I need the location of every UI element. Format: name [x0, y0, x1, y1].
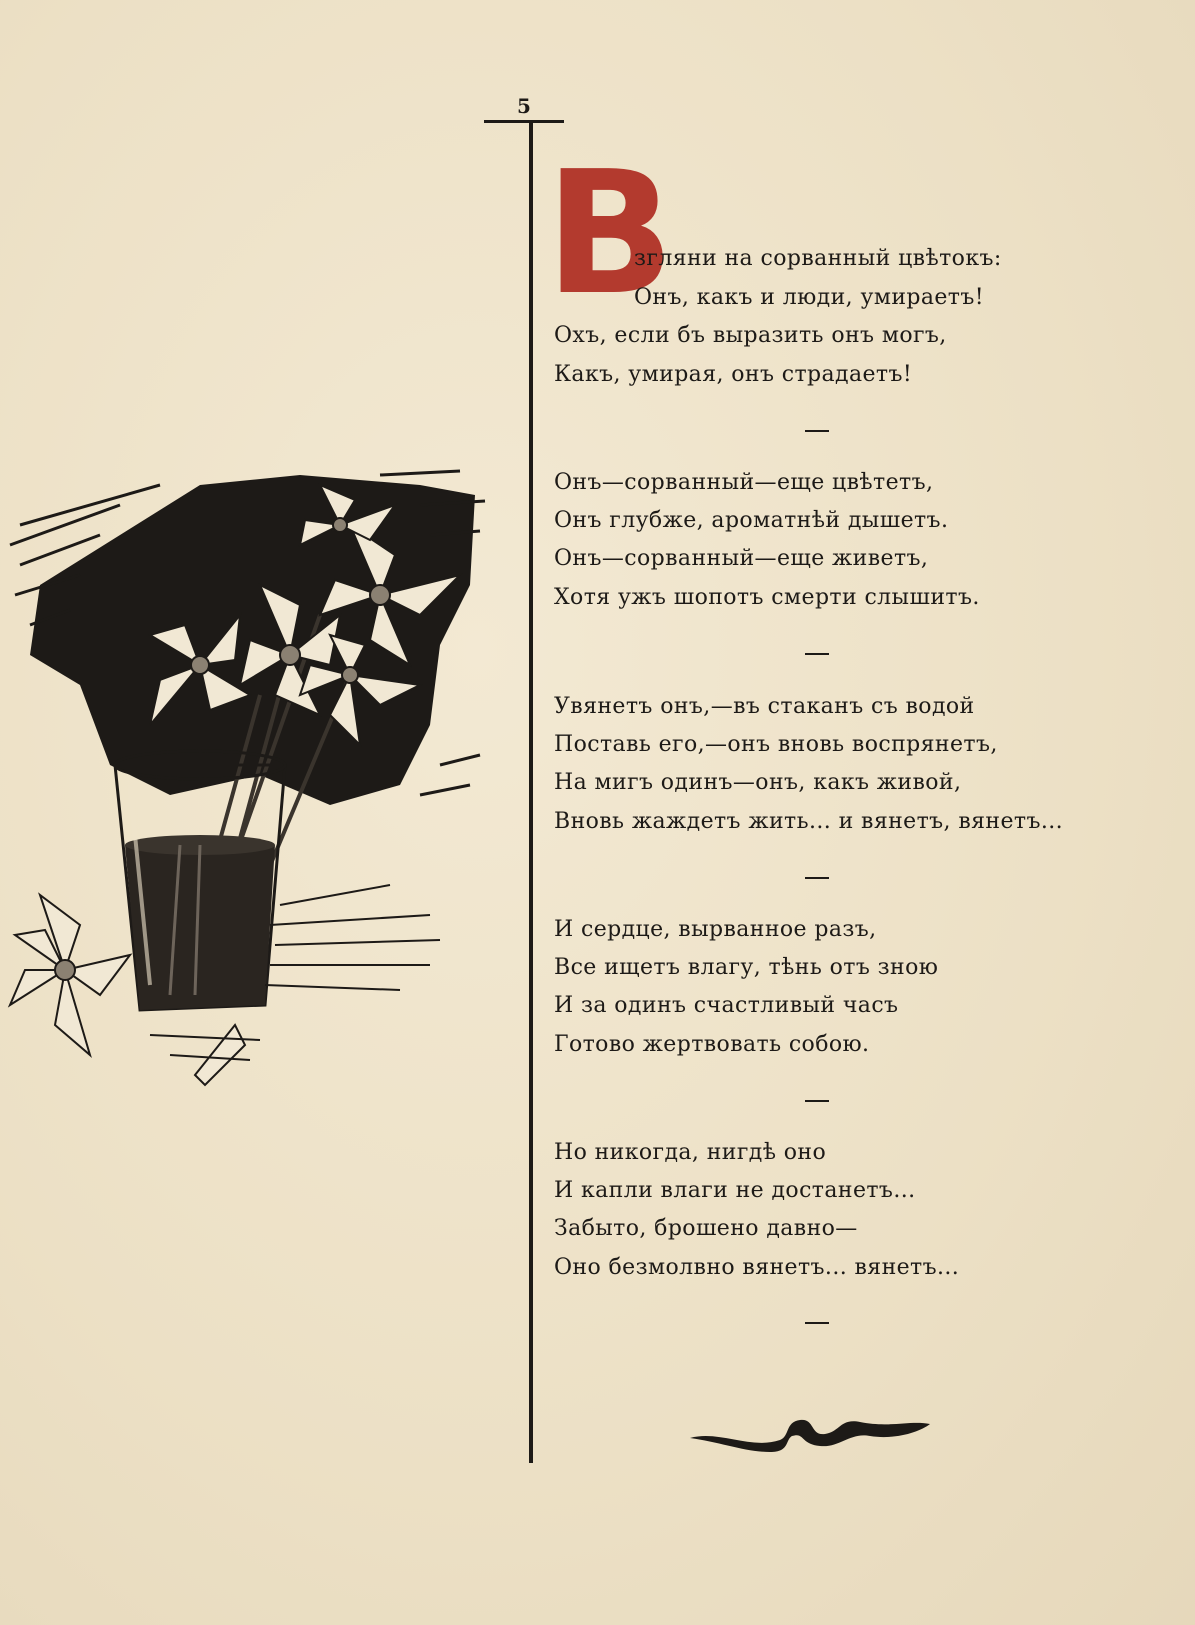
stanza-divider [805, 1100, 829, 1102]
poem-line: На мигъ одинъ—онъ, какъ живой, [554, 770, 962, 795]
poem-line: Оно безмолвно вянетъ... вянетъ... [554, 1255, 960, 1280]
poem-line: И сердце, вырванное разъ, [554, 917, 877, 942]
stanza-divider [805, 1322, 829, 1324]
flowers-in-glass-illustration [0, 465, 500, 1125]
poem-line: И за одинъ счастливый часъ [554, 993, 899, 1018]
poem-line: И капли влаги не достанетъ... [554, 1178, 916, 1203]
stanza-divider [805, 653, 829, 655]
poem-line: Онъ, какъ и люди, умираетъ! [634, 285, 985, 310]
fallen-petal [195, 1025, 245, 1085]
poem-line: Но никогда, нигдѣ оно [554, 1140, 827, 1165]
poem-line: Вновь жаждетъ жить... и вянетъ, вянетъ... [554, 809, 1064, 834]
poem-line: Поставь его,—онъ вновь воспрянетъ, [554, 732, 998, 757]
poem-line: Онъ—сорванный—еще цвѣтетъ, [554, 470, 934, 495]
poem-line: згляни на сорванный цвѣтокъ: [634, 246, 1002, 271]
poem-line: Какъ, умирая, онъ страдаетъ! [554, 362, 913, 387]
poem-line: Готово жертвовать собою. [554, 1032, 870, 1057]
poem-line: Онъ—сорванный—еще живетъ, [554, 546, 929, 571]
stanza-divider [805, 430, 829, 432]
stanza-divider [805, 877, 829, 879]
poem-line: Хотя ужъ шопотъ смерти слышитъ. [554, 585, 980, 610]
artist-signature: В.Л [268, 998, 284, 1008]
decorative-flourish-icon [690, 1410, 940, 1460]
page-number: 5 [517, 94, 531, 118]
poem-line: Онъ глубже, ароматнѣй дышетъ. [554, 508, 949, 533]
fallen-flower [10, 895, 130, 1055]
poem-line: Все ищетъ влагу, тѣнь отъ зною [554, 955, 939, 980]
poem-line: Охъ, если бъ выразить онъ могъ, [554, 323, 947, 348]
poem-line: Забыто, брошено давно— [554, 1216, 858, 1241]
drop-cap: В [545, 135, 671, 333]
poem-line: Увянетъ онъ,—въ стаканъ съ водой [554, 694, 975, 719]
